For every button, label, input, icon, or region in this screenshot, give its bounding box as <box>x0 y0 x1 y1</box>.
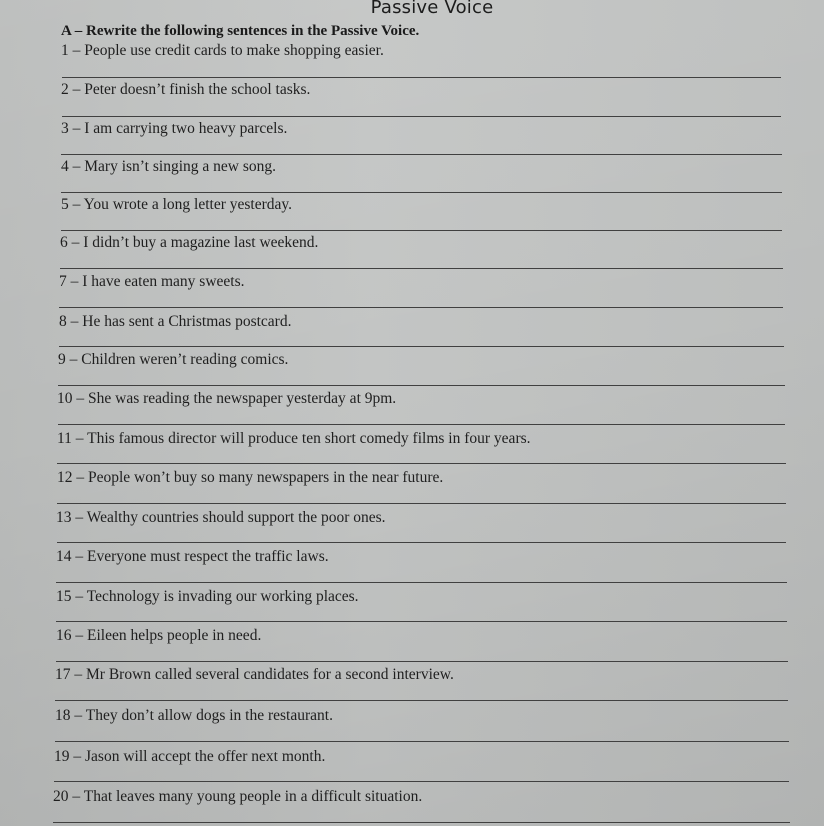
answer-line-12[interactable] <box>57 503 786 504</box>
exercise-item-16: 16 – Eileen helps people in need. <box>56 627 262 644</box>
answer-line-11[interactable] <box>57 463 786 464</box>
answer-line-14[interactable] <box>56 582 787 583</box>
answer-line-17[interactable] <box>55 700 788 701</box>
exercise-item-7: 7 – I have eaten many sweets. <box>59 273 245 290</box>
answer-line-6[interactable] <box>60 268 783 269</box>
exercise-item-13: 13 – Wealthy countries should support the poor ones. <box>56 509 386 526</box>
exercise-item-9: 9 – Children weren’t reading comics. <box>58 351 289 368</box>
exercise-item-20: 20 – That leaves many young people in a difficult situation. <box>53 788 423 805</box>
answer-line-13[interactable] <box>57 542 786 543</box>
exercise-item-8: 8 – He has sent a Christmas postcard. <box>59 313 292 330</box>
answer-line-8[interactable] <box>59 346 784 347</box>
exercise-item-3: 3 – I am carrying two heavy parcels. <box>61 120 288 137</box>
exercise-item-4: 4 – Mary isn’t singing a new song. <box>61 158 276 175</box>
exercise-item-18: 18 – They don’t allow dogs in the restaurant. <box>55 707 333 724</box>
answer-line-15[interactable] <box>56 621 787 622</box>
exercise-item-19: 19 – Jason will accept the offer next month. <box>54 748 326 765</box>
exercise-item-11: 11 – This famous director will produce ten short comedy films in four years. <box>57 430 531 447</box>
answer-line-10[interactable] <box>58 424 785 425</box>
exercise-item-14: 14 – Everyone must respect the traffic laws. <box>56 548 329 565</box>
answer-line-18[interactable] <box>55 741 789 742</box>
answer-line-20[interactable] <box>53 822 790 823</box>
exercise-item-10: 10 – She was reading the newspaper yesterday at 9pm. <box>57 390 397 407</box>
instruction-heading: A – Rewrite the following sentences in the Passive Voice. <box>61 23 420 39</box>
exercise-item-12: 12 – People won’t buy so many newspapers in the near future. <box>57 469 444 486</box>
exercise-item-1: 1 – People use credit cards to make shopping easier. <box>61 42 384 59</box>
exercise-item-15: 15 – Technology is invading our working places. <box>56 588 359 605</box>
exercise-item-17: 17 – Mr Brown called several candidates for a second interview. <box>55 666 454 683</box>
page-title: Passive Voice <box>370 0 494 18</box>
answer-line-5[interactable] <box>61 230 782 231</box>
answer-line-2[interactable] <box>62 116 781 117</box>
answer-line-9[interactable] <box>58 385 785 386</box>
exercise-item-5: 5 – You wrote a long letter yesterday. <box>61 196 293 213</box>
answer-line-19[interactable] <box>54 781 789 782</box>
answer-line-16[interactable] <box>56 661 788 662</box>
answer-line-3[interactable] <box>61 154 782 155</box>
exercise-item-6: 6 – I didn’t buy a magazine last weekend. <box>60 234 319 251</box>
answer-line-1[interactable] <box>62 77 781 78</box>
answer-line-4[interactable] <box>61 192 782 193</box>
exercise-item-2: 2 – Peter doesn’t finish the school tasks. <box>61 81 311 98</box>
answer-line-7[interactable] <box>59 307 783 308</box>
